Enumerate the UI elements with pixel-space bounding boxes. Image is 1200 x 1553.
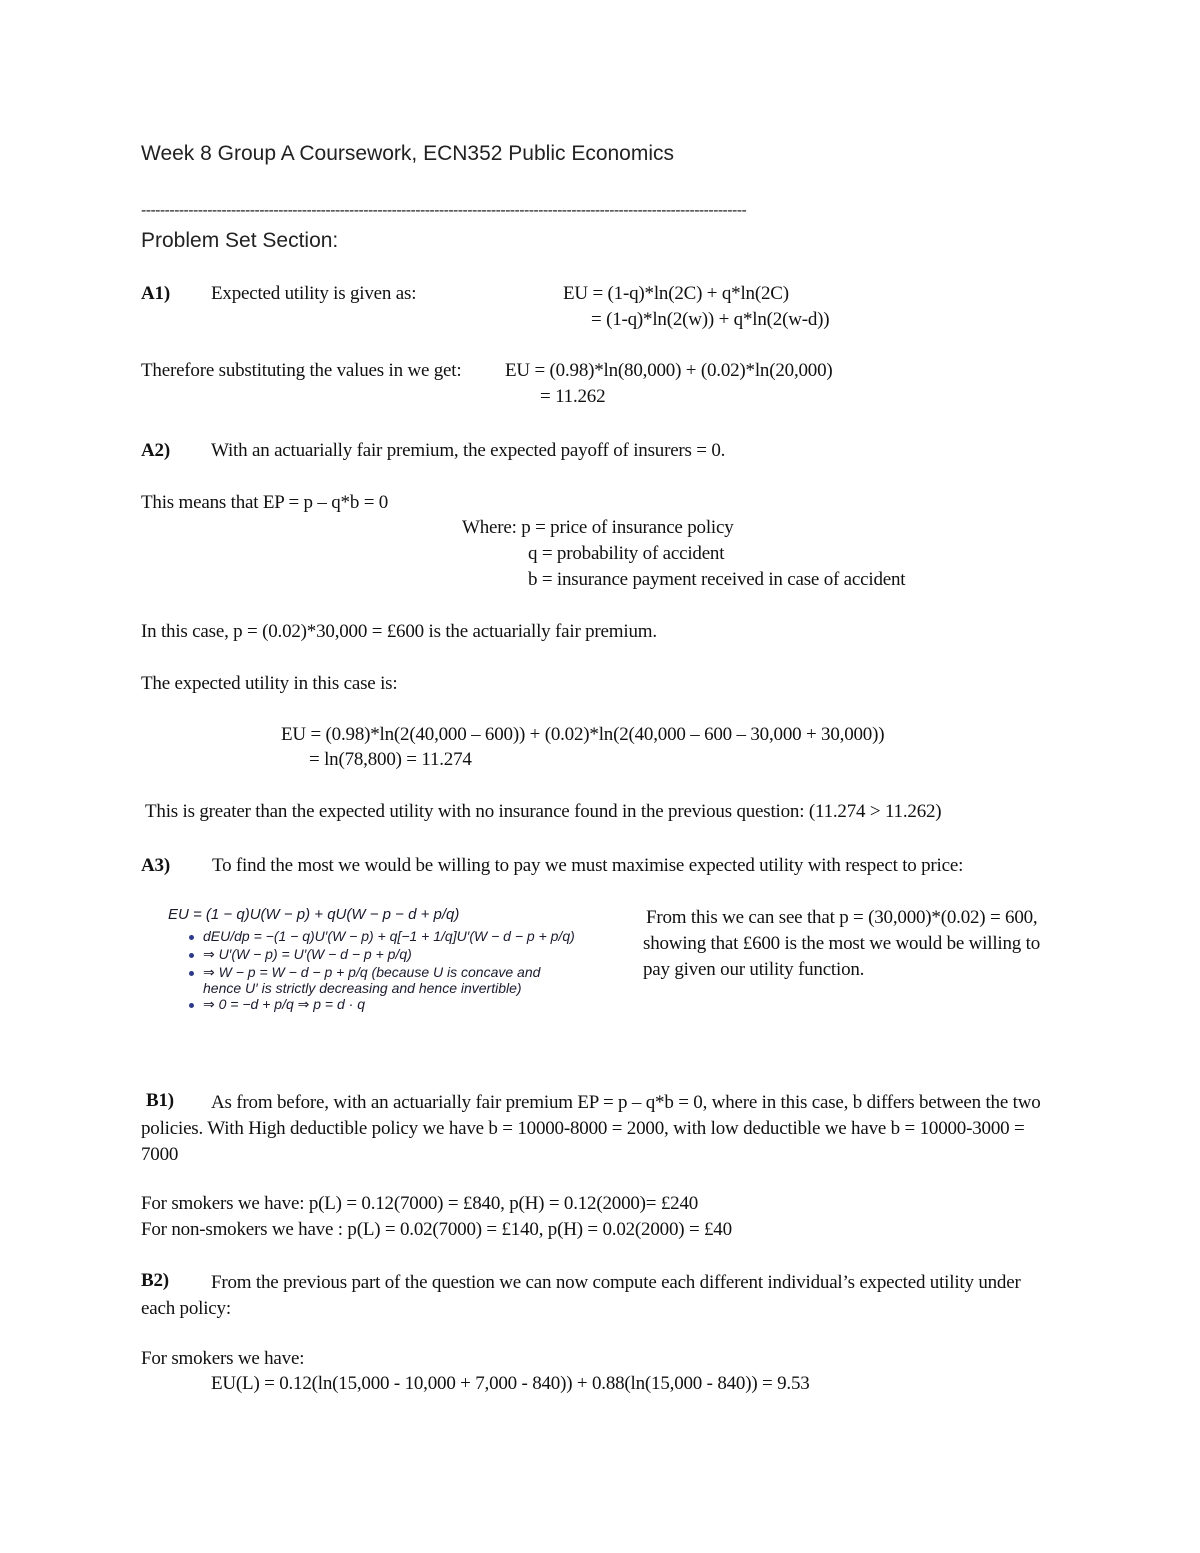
a2-comparison: This is greater than the expected utility with no insurance found in the previous question: (11.274 > 11.262): [145, 801, 942, 822]
a3-math-continuation: hence U′ is strictly decreasing and hence invertible): [203, 980, 522, 996]
b2-equation: EU(L) = 0.12(ln(15,000 - 10,000 + 7,000 - 840)) + 0.88(ln(15,000 - 840)) = 9.53: [211, 1373, 810, 1394]
a1-equation-2: = (1-q)*ln(2(w)) + q*ln(2(w-d)): [591, 309, 830, 330]
b2-text: From the previous part of the question we can now compute each different individual’s expected utility under each policy:: [141, 1272, 1021, 1319]
a1-substitution-equation-2: = 11.262: [540, 386, 606, 407]
a2-eu-equation-2: = ln(78,800) = 11.274: [309, 749, 472, 770]
a3-math-bullet-2: ⇒ U′(W − p) = U′(W − d − p + p/q): [203, 946, 412, 962]
section-heading: Problem Set Section:: [141, 229, 339, 252]
page-title: Week 8 Group A Coursework, ECN352 Public Economics: [141, 142, 675, 165]
b1-nonsmokers: For non-smokers we have : p(L) = 0.02(7000) = £140, p(H) = 0.02(2000) = £40: [141, 1219, 732, 1240]
bullet-icon: [189, 971, 194, 976]
a1-equation-1: EU = (1-q)*ln(2C) + q*ln(2C): [563, 283, 789, 304]
a1-label: A1): [141, 283, 170, 304]
divider-line: --------------------------------------------------------------------------------------------------------------------------------: [141, 202, 747, 219]
bullet-icon: [189, 935, 194, 940]
a1-substitution-text: Therefore substituting the values in we get:: [141, 360, 462, 381]
a3-math-top: EU = (1 − q)U(W − p) + qU(W − p − d + p/q): [168, 906, 460, 923]
a3-math-bullet-1: dEU/dp = −(1 − q)U′(W − p) + q[−1 + 1/q]U′(W − d − p + p/q): [203, 928, 575, 944]
a3-math-bullet-4: ⇒ 0 = −d + p/q ⇒ p = d · q: [203, 996, 366, 1012]
a2-where-p: Where: p = price of insurance policy: [462, 517, 734, 538]
bullet-icon: [189, 1003, 194, 1008]
a2-where-b: b = insurance payment received in case of accident: [528, 569, 906, 590]
b1-label: B1): [146, 1090, 174, 1111]
b1-smokers: For smokers we have: p(L) = 0.12(7000) = £840, p(H) = 0.12(2000)= £240: [141, 1193, 699, 1214]
a2-case: In this case, p = (0.02)*30,000 = £600 is the actuarially fair premium.: [141, 621, 657, 642]
b2-label: B2): [141, 1270, 169, 1291]
a1-intro: Expected utility is given as:: [211, 283, 417, 304]
a3-label: A3): [141, 855, 170, 876]
a3-intro: To find the most we would be willing to pay we must maximise expected utility with respect to price:: [212, 855, 964, 876]
b2-smokers: For smokers we have:: [141, 1348, 305, 1369]
a3-math-bullet-3: ⇒ W − p = W − d − p + p/q (because U is concave and: [203, 964, 541, 980]
a2-intro: With an actuarially fair premium, the expected payoff of insurers = 0.: [211, 440, 726, 461]
a2-label: A2): [141, 440, 170, 461]
b1-text: As from before, with an actuarially fair premium EP = p – q*b = 0, where in this case, b differs between the two policies. With High deductible policy we have b = 10000-8000 = 2000, with low deductible we have b = 10000-3000 = 7000: [141, 1092, 1041, 1165]
a2-eu-equation-1: EU = (0.98)*ln(2(40,000 – 600)) + (0.02)*ln(2(40,000 – 600 – 30,000 + 30,000)): [281, 724, 885, 745]
a2-eu-intro: The expected utility in this case is:: [141, 673, 398, 694]
bullet-icon: [189, 953, 194, 958]
a3-conclusion: From this we can see that p = (30,000)*(0.02) = 600, showing that £600 is the most we would be willing to pay given our utility function.: [643, 907, 1041, 980]
a2-where-q: q = probability of accident: [528, 543, 725, 564]
a2-means: This means that EP = p – q*b = 0: [141, 492, 389, 513]
a1-substitution-equation-1: EU = (0.98)*ln(80,000) + (0.02)*ln(20,000): [505, 360, 833, 381]
